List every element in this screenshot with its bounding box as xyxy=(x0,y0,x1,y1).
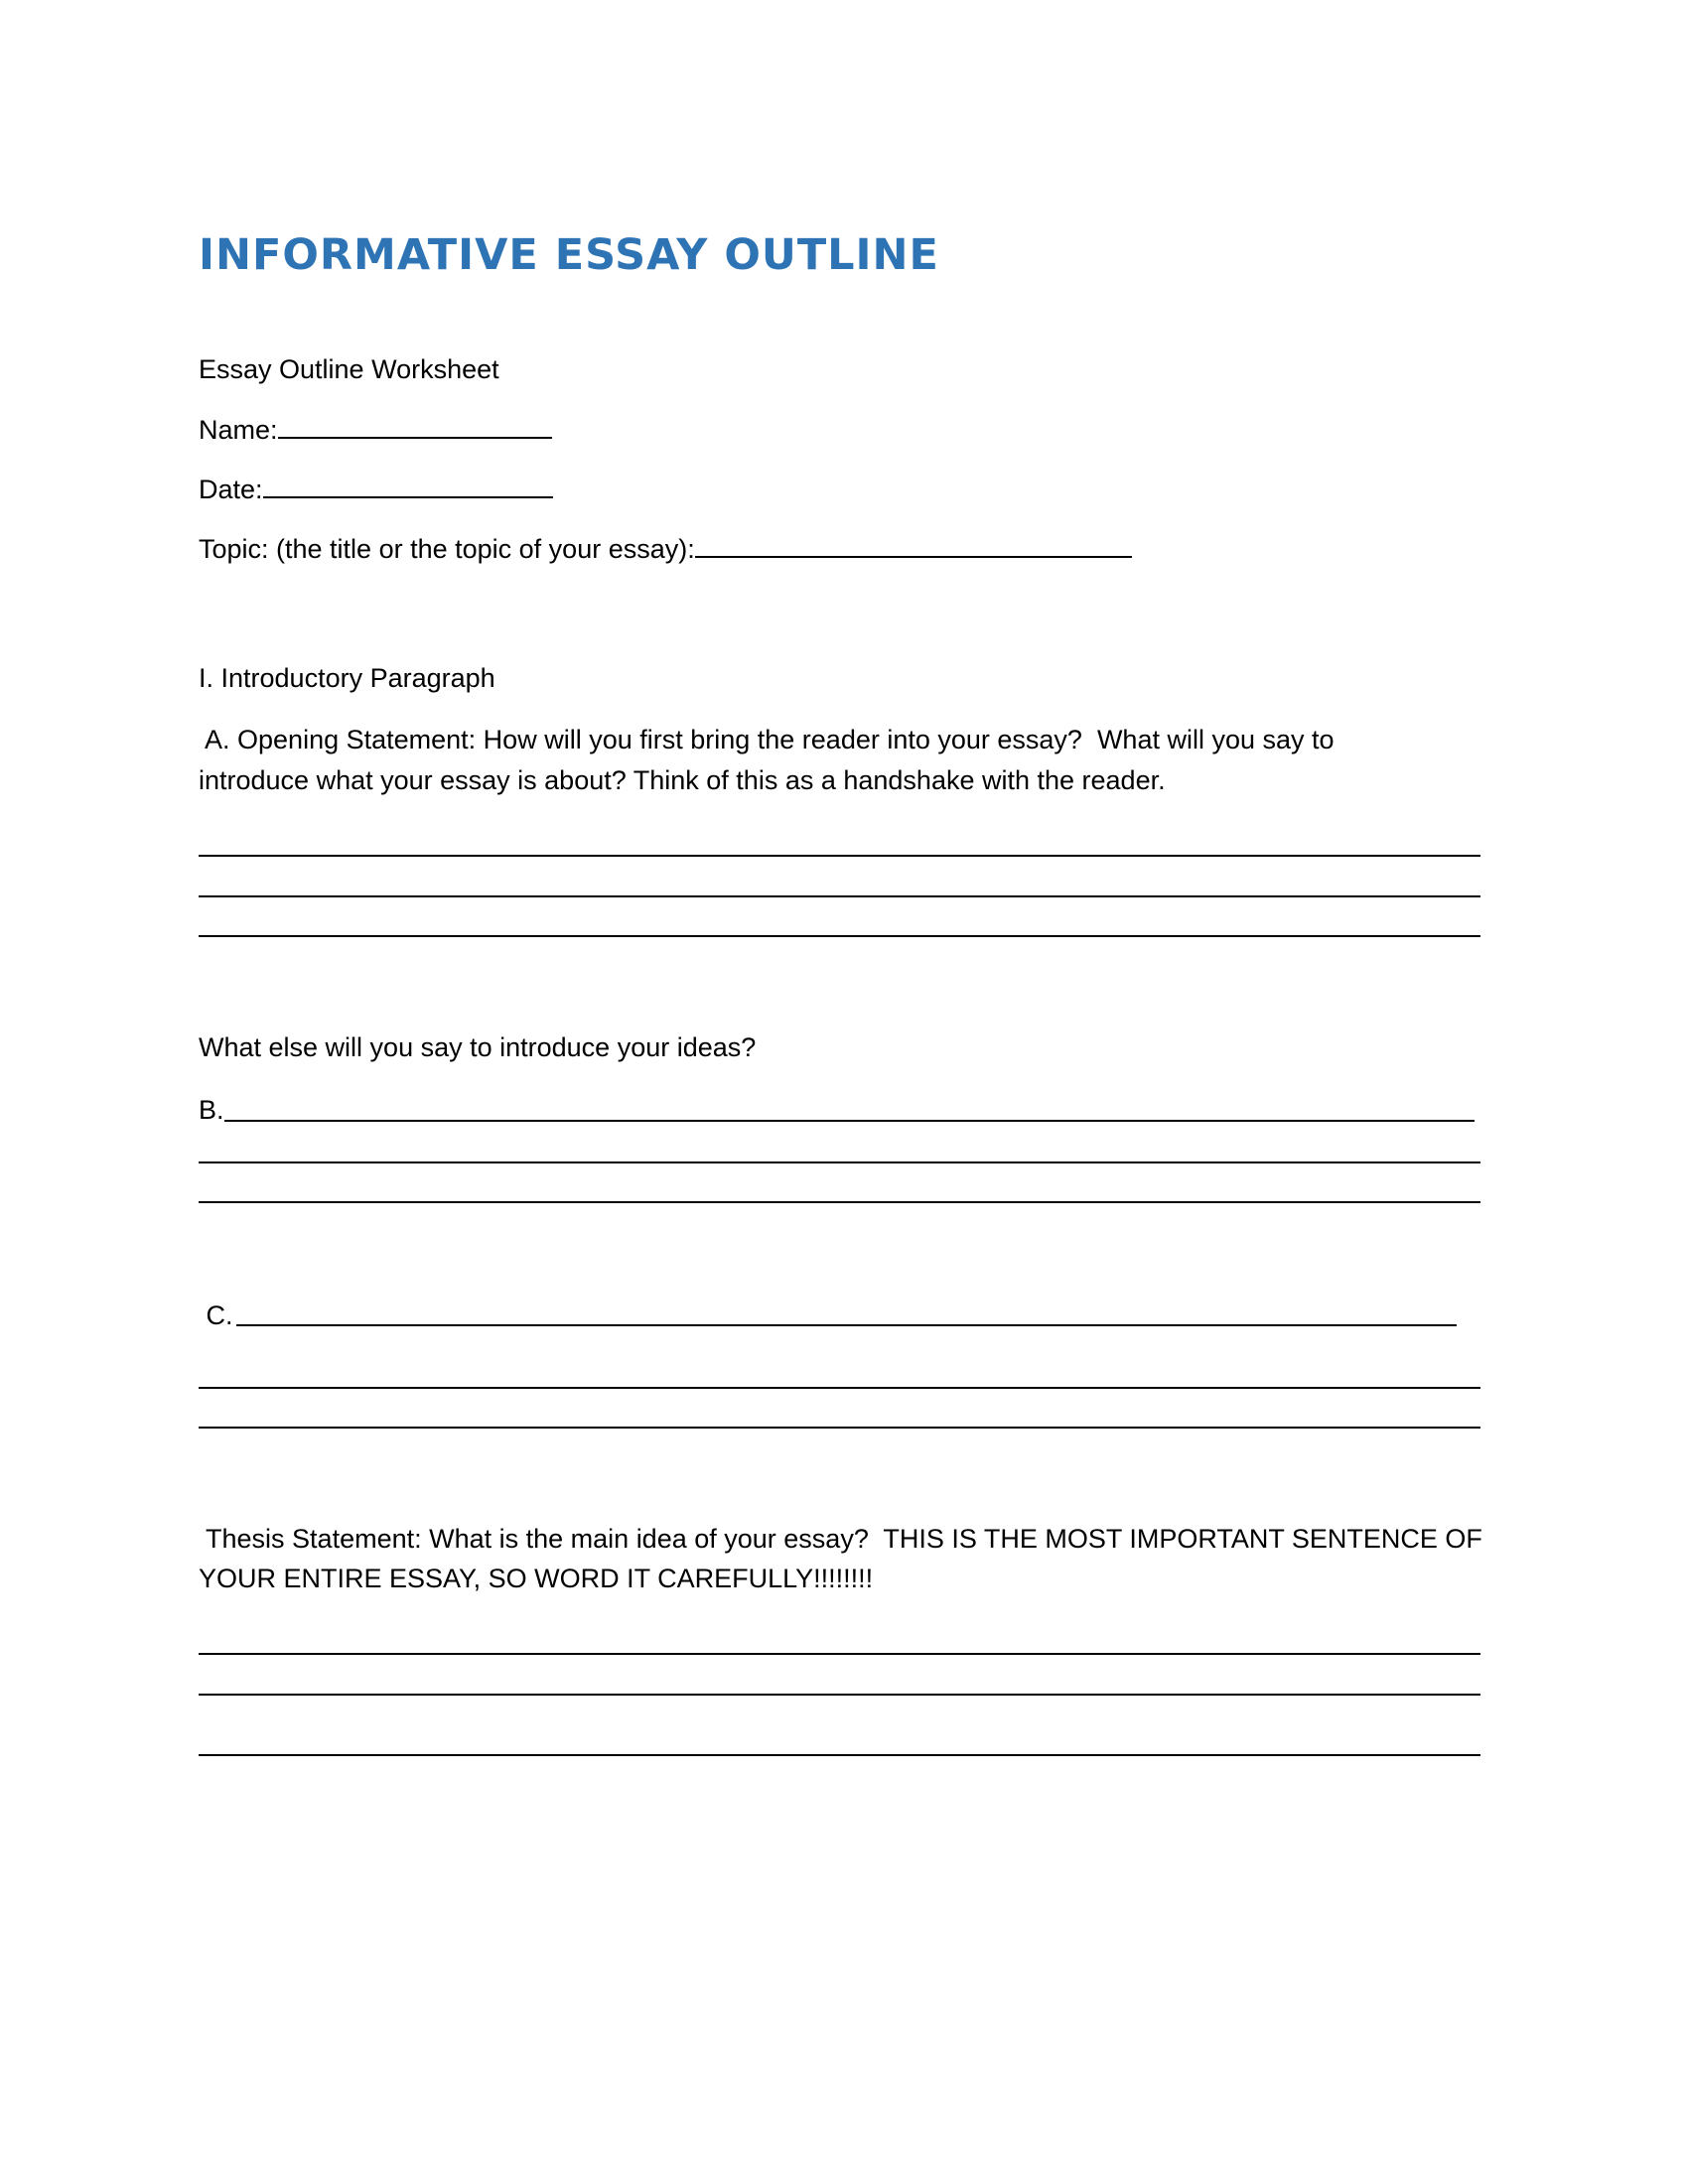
answer-line-a1[interactable] xyxy=(199,855,1480,857)
opening-statement-prompt-line2: introduce what your essay is about? Think of this as a handshake with the reader. xyxy=(199,765,1166,795)
answer-line-thesis3[interactable] xyxy=(199,1754,1480,1756)
thesis-prompt-line2: YOUR ENTIRE ESSAY, SO WORD IT CAREFULLY!!!!!!!! xyxy=(199,1564,874,1593)
answer-line-a3[interactable] xyxy=(199,935,1480,937)
label-c: C. xyxy=(199,1300,241,1330)
name-label: Name: xyxy=(199,415,278,445)
topic-blank[interactable] xyxy=(695,556,1132,558)
answer-line-b1[interactable] xyxy=(224,1120,1475,1122)
else-prompt: What else will you say to introduce your ideas? xyxy=(199,1032,757,1062)
answer-line-b3[interactable] xyxy=(199,1201,1480,1203)
thesis-prompt-line1: Thesis Statement: What is the main idea of your essay? THIS IS THE MOST IMPORTANT SENTENCE OF xyxy=(199,1524,1482,1554)
date-blank[interactable] xyxy=(263,496,553,498)
date-label: Date: xyxy=(199,475,263,504)
answer-line-c2[interactable] xyxy=(199,1387,1480,1389)
worksheet-subtitle: Essay Outline Worksheet xyxy=(199,354,499,384)
topic-label: Topic: (the title or the topic of your essay): xyxy=(199,534,695,564)
opening-statement-prompt-line1: A. Opening Statement: How will you first bring the reader into your essay? What will you say to xyxy=(199,725,1335,754)
answer-line-a2[interactable] xyxy=(199,895,1480,897)
answer-line-thesis1[interactable] xyxy=(199,1653,1480,1655)
page-title: INFORMATIVE ESSAY OUTLINE xyxy=(199,230,939,280)
answer-line-c3[interactable] xyxy=(199,1427,1480,1429)
answer-line-b2[interactable] xyxy=(199,1161,1480,1163)
name-blank[interactable] xyxy=(278,437,552,439)
date-field-row xyxy=(199,470,553,510)
name-field-row xyxy=(199,410,552,451)
section-heading-intro: I. Introductory Paragraph xyxy=(199,663,495,693)
label-b: B. xyxy=(199,1095,224,1125)
topic-field-row xyxy=(199,529,1132,570)
answer-line-thesis2[interactable] xyxy=(199,1694,1480,1696)
answer-line-c1[interactable] xyxy=(236,1324,1457,1326)
